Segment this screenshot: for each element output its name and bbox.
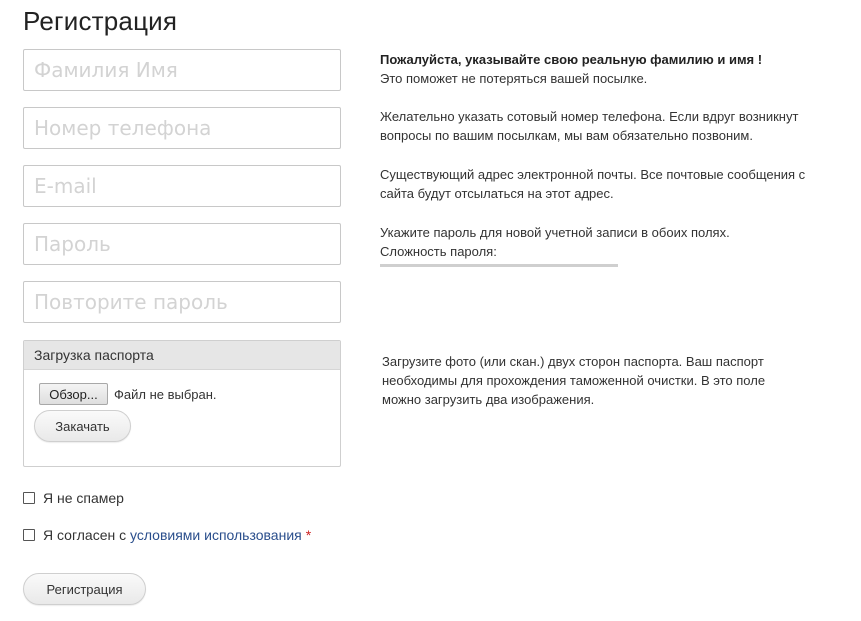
phone-input[interactable]: [23, 107, 341, 149]
fullname-input[interactable]: [23, 49, 341, 91]
not-spammer-label: Я не спамер: [43, 490, 124, 506]
required-mark: *: [305, 527, 312, 543]
passport-upload-header: Загрузка паспорта: [24, 341, 340, 370]
name-hint-bold: Пожалуйста, указывайте свою реальную фамилию и имя !: [380, 52, 763, 67]
name-hint: [380, 50, 840, 88]
not-spammer-row[interactable]: [23, 490, 124, 506]
password-confirm-input[interactable]: [23, 281, 341, 323]
password-input[interactable]: [23, 223, 341, 265]
page-title: Регистрация: [23, 6, 178, 36]
name-hint-text: Это поможет не потеряться вашей посылке.: [380, 71, 648, 86]
password-hint-text: Укажите пароль для новой учетной записи в обоих полях.: [380, 225, 730, 240]
password-strength-bar: [380, 264, 618, 267]
terms-row: [23, 527, 311, 543]
email-input[interactable]: [23, 165, 341, 207]
not-spammer-checkbox[interactable]: [23, 492, 35, 504]
password-strength-label: Сложность пароля:: [380, 244, 497, 259]
phone-hint: Желательно указать сотовый номер телефона. Если вдруг возникнут вопросы по вашим посылкам, мы вам обязательно позвоним.: [380, 109, 799, 143]
email-hint: Существующий адрес электронной почты. Все почтовые сообщения с сайта будут отсылаться на этот адрес.: [380, 167, 806, 201]
passport-hint: Загрузите фото (или скан.) двух сторон паспорта. Ваш паспорт необходимы для прохождения таможенной очистки. В это поле можно загрузить два изображения.: [382, 354, 766, 407]
upload-button[interactable]: Закачать: [34, 410, 131, 442]
passport-upload-panel: [23, 340, 341, 467]
terms-link[interactable]: условиями использования: [130, 527, 302, 543]
terms-prefix-label: Я согласен с: [43, 527, 127, 543]
file-status-text: Файл не выбран.: [114, 387, 217, 402]
browse-file-button[interactable]: Обзор...: [39, 383, 108, 405]
terms-checkbox[interactable]: [23, 529, 35, 541]
register-submit-button[interactable]: Регистрация: [23, 573, 146, 605]
password-hint: [380, 223, 840, 261]
